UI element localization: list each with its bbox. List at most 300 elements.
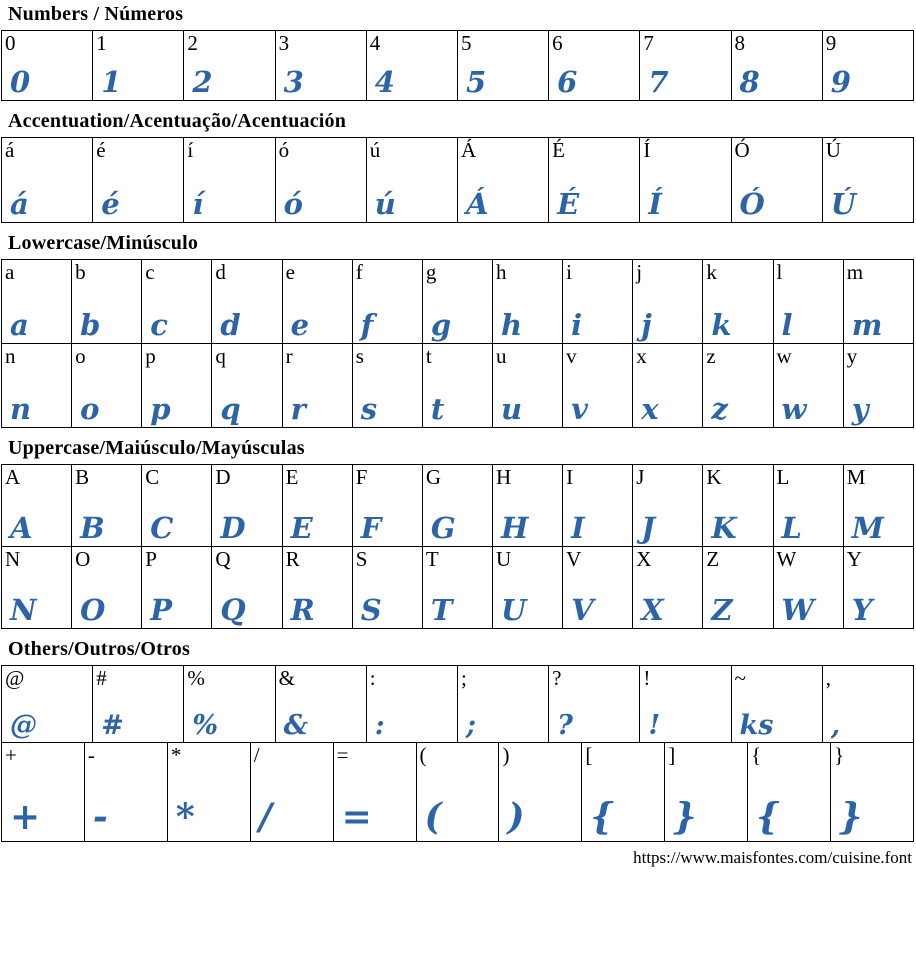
plain-char: Í bbox=[643, 138, 651, 162]
char-cell bbox=[212, 547, 282, 629]
char-cell bbox=[72, 260, 142, 344]
plain-char: & bbox=[278, 666, 295, 690]
char-cell bbox=[563, 465, 633, 547]
styled-glyph: 0 bbox=[10, 65, 31, 99]
plain-char: y bbox=[846, 344, 858, 368]
styled-glyph: O bbox=[80, 593, 106, 627]
styled-glyph: ; bbox=[465, 710, 476, 741]
plain-char: 4 bbox=[369, 31, 381, 55]
plain-char: e bbox=[285, 260, 295, 284]
styled-glyph: Ú bbox=[830, 187, 856, 221]
plain-char: 2 bbox=[187, 31, 198, 55]
styled-glyph: Y bbox=[851, 593, 873, 627]
plain-char: Q bbox=[215, 547, 231, 571]
char-table-lower-row-0 bbox=[1, 259, 914, 344]
styled-glyph: A bbox=[10, 511, 33, 545]
styled-glyph: n bbox=[10, 392, 32, 426]
char-cell bbox=[703, 344, 773, 428]
styled-glyph: l bbox=[781, 308, 793, 342]
styled-glyph: o bbox=[80, 392, 100, 426]
char-cell bbox=[84, 743, 167, 842]
styled-glyph: g bbox=[430, 308, 452, 342]
section-title-accents: Accentuation/Acentuação/Acentuación bbox=[8, 110, 347, 132]
char-cell bbox=[167, 743, 250, 842]
section-numbers bbox=[1, 3, 915, 101]
section-accents bbox=[1, 110, 915, 223]
styled-glyph: M bbox=[851, 511, 884, 545]
plain-char: W bbox=[776, 547, 797, 571]
styled-glyph: u bbox=[500, 392, 523, 426]
styled-glyph: C bbox=[150, 511, 174, 545]
plain-char: n bbox=[5, 344, 16, 368]
styled-glyph: { bbox=[590, 796, 614, 838]
styled-glyph: Q bbox=[220, 593, 246, 627]
char-cell bbox=[843, 344, 913, 428]
char-cell bbox=[2, 547, 72, 629]
char-cell bbox=[457, 666, 548, 743]
plain-char: D bbox=[215, 465, 231, 489]
plain-char: E bbox=[285, 465, 299, 489]
styled-glyph: ? bbox=[557, 710, 573, 741]
section-title-numbers: Numbers / Números bbox=[8, 3, 184, 25]
styled-glyph: F bbox=[360, 511, 382, 545]
plain-char: I bbox=[566, 465, 574, 489]
plain-char: í bbox=[187, 138, 194, 162]
styled-glyph: X bbox=[641, 593, 664, 627]
plain-char: a bbox=[5, 260, 15, 284]
char-table-upper-row-1 bbox=[1, 546, 914, 629]
styled-glyph: c bbox=[150, 308, 168, 342]
styled-glyph: v bbox=[571, 392, 588, 426]
char-cell bbox=[275, 138, 366, 223]
styled-glyph: { bbox=[756, 796, 780, 838]
plain-char: b bbox=[75, 260, 86, 284]
section-others bbox=[1, 638, 915, 842]
char-cell bbox=[212, 344, 282, 428]
plain-char: 9 bbox=[825, 31, 837, 55]
char-table-others-row-0 bbox=[1, 665, 914, 743]
char-cell bbox=[843, 465, 913, 547]
plain-char: * bbox=[170, 743, 182, 767]
char-cell bbox=[492, 465, 562, 547]
plain-char: Ó bbox=[734, 138, 750, 162]
plain-char: , bbox=[825, 666, 831, 690]
plain-char: ( bbox=[419, 743, 427, 767]
plain-char: v bbox=[566, 344, 577, 368]
styled-glyph: 6 bbox=[557, 65, 578, 99]
styled-glyph: 5 bbox=[465, 65, 487, 99]
char-cell bbox=[422, 260, 492, 344]
styled-glyph: 3 bbox=[283, 65, 304, 99]
char-cell bbox=[93, 138, 184, 223]
char-cell bbox=[416, 743, 499, 842]
styled-glyph: x bbox=[641, 392, 659, 426]
plain-char: ~ bbox=[734, 666, 746, 690]
styled-glyph: V bbox=[571, 593, 594, 627]
plain-char: k bbox=[706, 260, 717, 284]
plain-char: i bbox=[566, 260, 572, 284]
plain-char: ó bbox=[278, 138, 290, 162]
char-cell bbox=[2, 138, 93, 223]
styled-glyph: Ó bbox=[739, 187, 765, 221]
plain-char: : bbox=[369, 666, 376, 690]
styled-glyph: 2 bbox=[192, 65, 213, 99]
styled-glyph: + bbox=[10, 796, 41, 838]
char-cell bbox=[549, 138, 640, 223]
plain-char: s bbox=[355, 344, 364, 368]
char-cell bbox=[492, 547, 562, 629]
plain-char: ) bbox=[502, 743, 510, 767]
char-cell bbox=[282, 344, 352, 428]
plain-char: G bbox=[425, 465, 442, 489]
plain-char: Y bbox=[846, 547, 862, 571]
char-cell bbox=[633, 344, 703, 428]
char-cell bbox=[492, 260, 562, 344]
plain-char: 6 bbox=[552, 31, 563, 55]
styled-glyph: ó bbox=[283, 187, 303, 221]
styled-glyph: # bbox=[101, 710, 124, 741]
styled-glyph: k bbox=[711, 308, 732, 342]
char-table-lower-row-1 bbox=[1, 343, 914, 428]
plain-char: J bbox=[636, 465, 645, 489]
styled-glyph: K bbox=[711, 511, 737, 545]
char-cell bbox=[250, 743, 333, 842]
plain-char: 0 bbox=[5, 31, 16, 55]
char-cell bbox=[352, 547, 422, 629]
styled-glyph: & bbox=[283, 710, 308, 741]
styled-glyph: w bbox=[781, 392, 807, 426]
char-cell bbox=[2, 31, 93, 101]
char-cell bbox=[640, 31, 731, 101]
char-table-accents-row-0 bbox=[1, 137, 914, 223]
styled-glyph: 4 bbox=[374, 65, 395, 99]
plain-char: V bbox=[566, 547, 582, 571]
styled-glyph: f bbox=[360, 308, 374, 342]
char-cell bbox=[2, 666, 93, 743]
plain-char: q bbox=[215, 344, 226, 368]
plain-char: Z bbox=[706, 547, 720, 571]
styled-glyph: h bbox=[500, 308, 523, 342]
styled-glyph: r bbox=[290, 392, 306, 426]
styled-glyph: a bbox=[10, 308, 29, 342]
styled-glyph: é bbox=[101, 187, 120, 221]
char-cell bbox=[703, 547, 773, 629]
styled-glyph: z bbox=[711, 392, 728, 426]
plain-char: F bbox=[355, 465, 368, 489]
plain-char: H bbox=[495, 465, 512, 489]
styled-glyph: D bbox=[220, 511, 246, 545]
plain-char: É bbox=[552, 138, 565, 162]
plain-char: N bbox=[5, 547, 21, 571]
char-cell bbox=[822, 31, 913, 101]
styled-glyph: % bbox=[192, 710, 219, 741]
plain-char: 7 bbox=[643, 31, 654, 55]
styled-glyph: s bbox=[360, 392, 378, 426]
plain-char: R bbox=[285, 547, 300, 571]
plain-char: S bbox=[355, 547, 368, 571]
char-cell bbox=[142, 465, 212, 547]
styled-glyph: ú bbox=[374, 187, 396, 221]
styled-glyph: 9 bbox=[830, 65, 851, 99]
styled-glyph: d bbox=[220, 308, 241, 342]
char-cell bbox=[731, 138, 822, 223]
char-cell bbox=[822, 138, 913, 223]
styled-glyph: G bbox=[430, 511, 456, 545]
char-cell bbox=[748, 743, 831, 842]
char-cell bbox=[773, 547, 843, 629]
plain-char: - bbox=[87, 743, 95, 767]
char-cell bbox=[352, 260, 422, 344]
section-upper bbox=[1, 437, 915, 629]
plain-char: / bbox=[253, 743, 260, 767]
styled-glyph: Á bbox=[465, 187, 489, 221]
styled-glyph: @ bbox=[10, 710, 37, 741]
plain-char: 1 bbox=[96, 31, 107, 55]
styled-glyph: T bbox=[430, 593, 453, 627]
plain-char: t bbox=[425, 344, 432, 368]
char-cell bbox=[72, 465, 142, 547]
styled-glyph: = bbox=[341, 796, 372, 838]
plain-char: p bbox=[145, 344, 156, 368]
plain-char: B bbox=[75, 465, 90, 489]
char-cell bbox=[563, 260, 633, 344]
plain-char: o bbox=[75, 344, 86, 368]
styled-glyph: 7 bbox=[648, 65, 669, 99]
styled-glyph: t bbox=[430, 392, 445, 426]
plain-char: ] bbox=[668, 743, 676, 767]
styled-glyph: R bbox=[290, 593, 315, 627]
styled-glyph: í bbox=[192, 187, 204, 221]
char-cell bbox=[2, 344, 72, 428]
plain-char: M bbox=[846, 465, 866, 489]
plain-char: A bbox=[5, 465, 21, 489]
plain-char: f bbox=[355, 260, 363, 284]
section-lower bbox=[1, 232, 915, 428]
plain-char: C bbox=[145, 465, 160, 489]
char-cell bbox=[352, 465, 422, 547]
styled-glyph: y bbox=[851, 392, 869, 426]
styled-glyph: } bbox=[839, 796, 863, 838]
char-cell bbox=[352, 344, 422, 428]
char-cell bbox=[93, 666, 184, 743]
styled-glyph: I bbox=[571, 511, 585, 545]
char-cell bbox=[457, 138, 548, 223]
styled-glyph: Í bbox=[648, 187, 662, 221]
styled-glyph: m bbox=[851, 308, 883, 342]
styled-glyph: 1 bbox=[101, 65, 122, 99]
char-cell bbox=[563, 344, 633, 428]
char-cell bbox=[633, 465, 703, 547]
plain-char: U bbox=[495, 547, 512, 571]
char-cell bbox=[822, 666, 913, 743]
char-cell bbox=[773, 260, 843, 344]
char-cell bbox=[212, 465, 282, 547]
char-cell bbox=[422, 547, 492, 629]
styled-glyph: e bbox=[290, 308, 310, 342]
char-table-upper-row-0 bbox=[1, 464, 914, 547]
char-cell bbox=[422, 344, 492, 428]
char-cell bbox=[282, 260, 352, 344]
char-cell bbox=[2, 465, 72, 547]
char-cell bbox=[563, 547, 633, 629]
styled-glyph: ! bbox=[648, 710, 661, 741]
section-title-upper: Uppercase/Maiúsculo/Mayúsculas bbox=[8, 437, 305, 459]
styled-glyph: i bbox=[571, 308, 583, 342]
styled-glyph: U bbox=[500, 593, 527, 627]
plain-char: + bbox=[5, 743, 17, 767]
styled-glyph: 8 bbox=[739, 65, 760, 99]
styled-glyph: J bbox=[641, 511, 655, 545]
char-cell bbox=[282, 465, 352, 547]
char-cell bbox=[640, 138, 731, 223]
char-cell bbox=[549, 31, 640, 101]
char-cell bbox=[633, 547, 703, 629]
plain-char: r bbox=[285, 344, 293, 368]
char-cell bbox=[275, 31, 366, 101]
plain-char: g bbox=[425, 260, 437, 284]
plain-char: 3 bbox=[278, 31, 290, 55]
char-cell bbox=[142, 260, 212, 344]
char-cell bbox=[212, 260, 282, 344]
char-cell bbox=[773, 344, 843, 428]
plain-char: O bbox=[75, 547, 91, 571]
styled-glyph: p bbox=[150, 392, 171, 426]
char-cell bbox=[142, 547, 212, 629]
char-cell bbox=[72, 344, 142, 428]
plain-char: [ bbox=[585, 743, 593, 767]
char-cell bbox=[499, 743, 582, 842]
plain-char: w bbox=[776, 344, 792, 368]
plain-char: c bbox=[145, 260, 155, 284]
char-cell bbox=[184, 31, 275, 101]
footer-url: https://www.maisfontes.com/cuisine.font bbox=[633, 848, 912, 867]
char-cell bbox=[93, 31, 184, 101]
plain-char: u bbox=[495, 344, 507, 368]
plain-char: é bbox=[96, 138, 106, 162]
styled-glyph: Z bbox=[711, 593, 733, 627]
styled-glyph: , bbox=[830, 710, 841, 741]
plain-char: á bbox=[5, 138, 15, 162]
plain-char: # bbox=[96, 666, 107, 690]
styled-glyph: E bbox=[290, 511, 313, 545]
plain-char: l bbox=[776, 260, 783, 284]
char-cell bbox=[366, 31, 457, 101]
char-cell bbox=[72, 547, 142, 629]
char-cell bbox=[843, 547, 913, 629]
char-cell bbox=[333, 743, 416, 842]
char-cell bbox=[843, 260, 913, 344]
plain-char: L bbox=[776, 465, 790, 489]
char-cell bbox=[640, 666, 731, 743]
char-cell bbox=[731, 31, 822, 101]
plain-char: j bbox=[636, 260, 643, 284]
plain-char: Á bbox=[460, 138, 477, 162]
styled-glyph: H bbox=[500, 511, 529, 545]
char-cell bbox=[703, 465, 773, 547]
styled-glyph: L bbox=[781, 511, 802, 545]
styled-glyph: É bbox=[557, 187, 580, 221]
styled-glyph: * bbox=[175, 796, 195, 838]
styled-glyph: ( bbox=[424, 796, 442, 838]
styled-glyph: } bbox=[673, 796, 697, 838]
char-table-others-row-1 bbox=[1, 742, 914, 842]
char-cell bbox=[366, 666, 457, 743]
plain-char: ; bbox=[460, 666, 467, 690]
plain-char: m bbox=[846, 260, 864, 284]
plain-char: 8 bbox=[734, 31, 745, 55]
char-cell bbox=[184, 666, 275, 743]
char-cell bbox=[773, 465, 843, 547]
char-cell bbox=[665, 743, 748, 842]
styled-glyph: ) bbox=[507, 796, 525, 838]
plain-char: } bbox=[834, 743, 845, 767]
plain-char: Ú bbox=[825, 138, 841, 162]
styled-glyph: W bbox=[781, 593, 815, 627]
plain-char: @ bbox=[5, 666, 25, 690]
sections-container bbox=[1, 3, 915, 842]
char-cell bbox=[703, 260, 773, 344]
char-cell bbox=[184, 138, 275, 223]
styled-glyph: N bbox=[10, 593, 37, 627]
char-cell bbox=[831, 743, 914, 842]
plain-char: X bbox=[636, 547, 652, 571]
plain-char: % bbox=[187, 666, 205, 690]
styled-glyph: B bbox=[80, 511, 105, 545]
styled-glyph: - bbox=[92, 796, 108, 838]
styled-glyph: ks bbox=[739, 710, 774, 741]
section-title-others: Others/Outros/Otros bbox=[8, 638, 190, 660]
styled-glyph: : bbox=[374, 710, 385, 741]
char-cell bbox=[549, 666, 640, 743]
char-cell bbox=[633, 260, 703, 344]
char-cell bbox=[275, 666, 366, 743]
char-cell bbox=[2, 743, 85, 842]
styled-glyph: q bbox=[220, 392, 241, 426]
char-cell bbox=[142, 344, 212, 428]
char-table-numbers-row-0 bbox=[1, 30, 914, 101]
styled-glyph: á bbox=[10, 187, 29, 221]
plain-char: x bbox=[636, 344, 647, 368]
char-cell bbox=[2, 260, 72, 344]
plain-char: 5 bbox=[460, 31, 472, 55]
plain-char: ! bbox=[643, 666, 651, 690]
plain-char: ú bbox=[369, 138, 381, 162]
plain-char: h bbox=[495, 260, 507, 284]
char-cell bbox=[492, 344, 562, 428]
styled-glyph: b bbox=[80, 308, 101, 342]
plain-char: z bbox=[706, 344, 716, 368]
char-cell bbox=[366, 138, 457, 223]
char-cell bbox=[282, 547, 352, 629]
plain-char: = bbox=[336, 743, 349, 767]
styled-glyph: S bbox=[360, 593, 382, 627]
plain-char: K bbox=[706, 465, 722, 489]
plain-char: { bbox=[751, 743, 762, 767]
char-cell bbox=[731, 666, 822, 743]
char-cell bbox=[582, 743, 665, 842]
styled-glyph: P bbox=[150, 593, 173, 627]
section-title-lower: Lowercase/Minúsculo bbox=[8, 232, 199, 254]
char-cell bbox=[457, 31, 548, 101]
font-specimen-page bbox=[0, 3, 915, 868]
plain-char: T bbox=[425, 547, 439, 571]
styled-glyph: j bbox=[641, 308, 652, 342]
char-cell bbox=[422, 465, 492, 547]
plain-char: P bbox=[145, 547, 157, 571]
plain-char: ? bbox=[552, 666, 562, 690]
plain-char: d bbox=[215, 260, 226, 284]
styled-glyph: / bbox=[258, 796, 272, 838]
